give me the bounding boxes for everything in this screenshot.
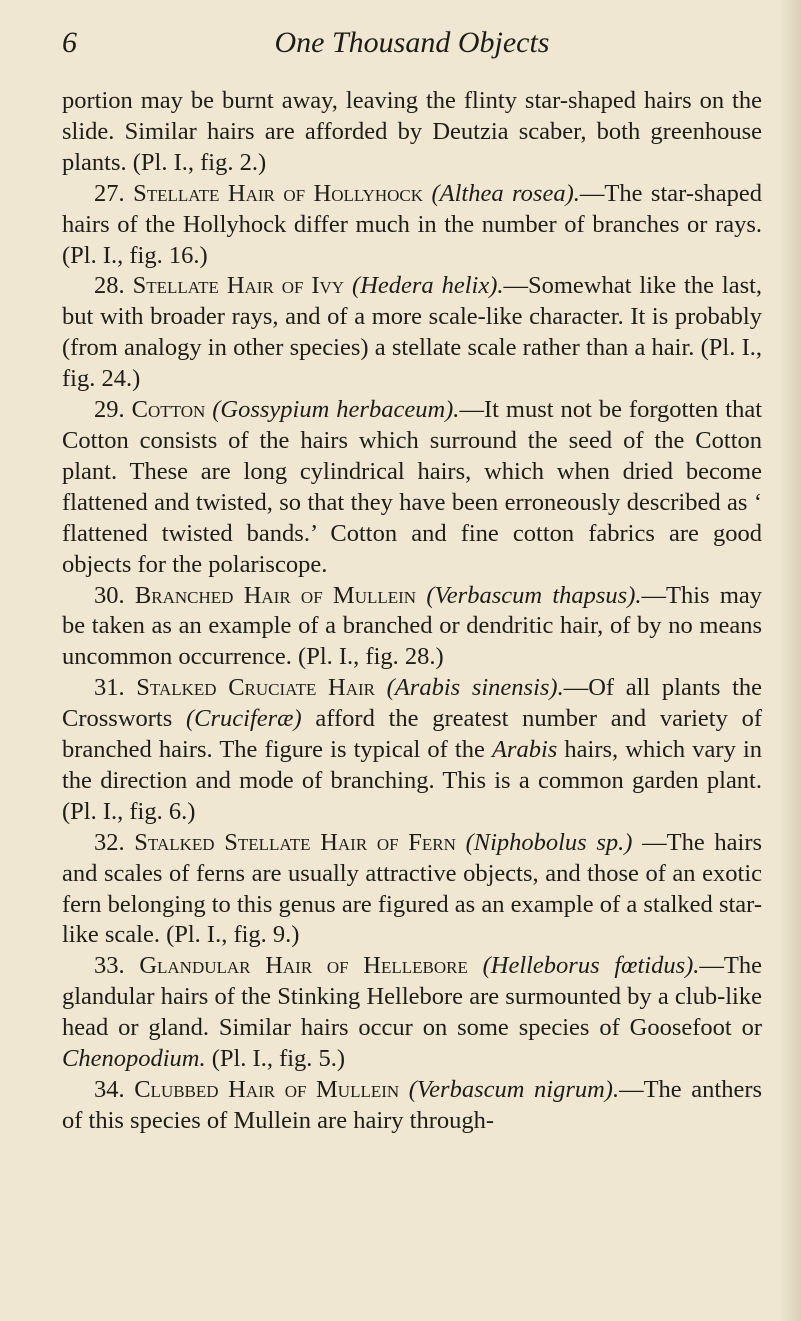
entry-text: —The star-shaped hairs of the Hollyhock differ much in the number of branches or rays. (Pl. I., fig. 16.) bbox=[62, 179, 763, 269]
entry-latin-name: (Hedera helix). bbox=[352, 272, 504, 300]
body-text bbox=[62, 86, 762, 1137]
entry-number: 28. bbox=[94, 272, 125, 300]
entry-number: 32. bbox=[94, 828, 125, 856]
entry-title: Branched Hair of Mullein bbox=[134, 581, 417, 609]
entry-number: 29. bbox=[94, 396, 125, 424]
entry-title: Stellate Hair of Hollyhock bbox=[133, 179, 423, 207]
entry-34 bbox=[62, 1075, 762, 1137]
entry-text: —This may be taken as an example of a branched or dendritic hair, of by no means uncommon occurrence. (Pl. I., fig. 28.) bbox=[62, 581, 762, 671]
entry-text: afford the greatest number and variety of branched hairs. The figure is typical of the bbox=[62, 705, 762, 764]
entry-30 bbox=[62, 581, 762, 674]
entry-latin-name: (Verbascum thapsus). bbox=[426, 581, 642, 609]
entry-text: —Somewhat like the last, but with broader rays, and of a more scale-like character. It is probably (from analogy in other species) a stellate scale rather than a hair. (Pl. I., fig. 24.) bbox=[62, 272, 763, 393]
entry-33 bbox=[62, 951, 762, 1075]
entry-title: Stellate Hair of Ivy bbox=[132, 272, 345, 300]
entry-text: —It must not be forgotten that Cotton consists of the hairs which surround the seed of the Cotton plant. These are long cylindrical hairs, which when dried become flattened and twisted, so that they have been erroneously described as ‘ flattened twisted bands.’ Cotton and fine cotton fabrics are good objects for the polariscope. bbox=[62, 396, 763, 578]
entry-latin-name: (Gossypium herbaceum). bbox=[212, 396, 460, 424]
entry-latin-name: (Verbascum nigrum). bbox=[408, 1076, 620, 1103]
entry-title: Clubbed Hair of Mullein bbox=[134, 1076, 400, 1103]
entry-32 bbox=[62, 828, 762, 952]
entry-title: Cotton bbox=[131, 396, 206, 424]
entry-27 bbox=[62, 179, 762, 272]
page-header bbox=[62, 26, 762, 66]
entry-text: —Of all plants the Crossworts bbox=[62, 674, 763, 733]
entry-number: 30. bbox=[94, 581, 125, 609]
entry-number: 33. bbox=[94, 952, 125, 980]
entry-number: 27. bbox=[94, 179, 125, 207]
entry-latin-name: Arabis bbox=[491, 736, 558, 764]
entry-latin-name: (Cruciferæ) bbox=[186, 705, 302, 733]
entry-text: hairs, which vary in the direction and mode of branching. This is a common garden plant. (Pl. I., fig. 6.) bbox=[62, 736, 762, 825]
entry-title: Glandular Hair of Hellebore bbox=[139, 952, 468, 980]
entry-text: (Pl. I., fig. 5.) bbox=[205, 1045, 346, 1073]
paragraph-text: portion may be burnt away, leaving the flinty star-shaped hairs on the slide. Similar hairs are afforded by Deutzia scaber, both greenhouse plants. (Pl. I., fig. 2.) bbox=[62, 87, 762, 176]
entry-31 bbox=[62, 673, 762, 828]
entry-latin-name: (Althea rosea). bbox=[431, 179, 580, 207]
entry-latin-name: (Helleborus fœtidus). bbox=[482, 952, 700, 980]
running-title: One Thousand Objects bbox=[274, 26, 550, 59]
entry-title: Stalked Cruciate Hair bbox=[136, 674, 375, 702]
entry-latin-name: (Niphobolus sp.) bbox=[465, 828, 633, 856]
entry-latin-name: (Arabis sinensis). bbox=[386, 674, 564, 702]
entry-latin-name: Chenopodium. bbox=[62, 1045, 206, 1073]
page-edge-shadow bbox=[779, 0, 801, 1321]
entry-number: 31. bbox=[94, 674, 125, 702]
entry-29 bbox=[62, 395, 762, 580]
entry-text: —The glandular hairs of the Stinking Hellebore are surmounted by a club-like head or gland. Similar hairs occur on some species of Goosefoot or bbox=[62, 952, 762, 1042]
entry-text: —The hairs and scales of ferns are usually attractive objects, and those of an exotic fern belonging to this genus are figured as an example of a stalked star-like scale. (Pl. I., fig. 9.) bbox=[62, 828, 763, 949]
entry-text: —The anthers of this species of Mullein are hairy through- bbox=[62, 1076, 763, 1134]
entry-title: Stalked Stellate Hair of Fern bbox=[134, 828, 456, 856]
paragraph-continuation bbox=[62, 86, 762, 179]
page-number: 6 bbox=[62, 26, 77, 59]
entry-28 bbox=[62, 271, 762, 395]
entry-number: 34. bbox=[94, 1076, 125, 1103]
